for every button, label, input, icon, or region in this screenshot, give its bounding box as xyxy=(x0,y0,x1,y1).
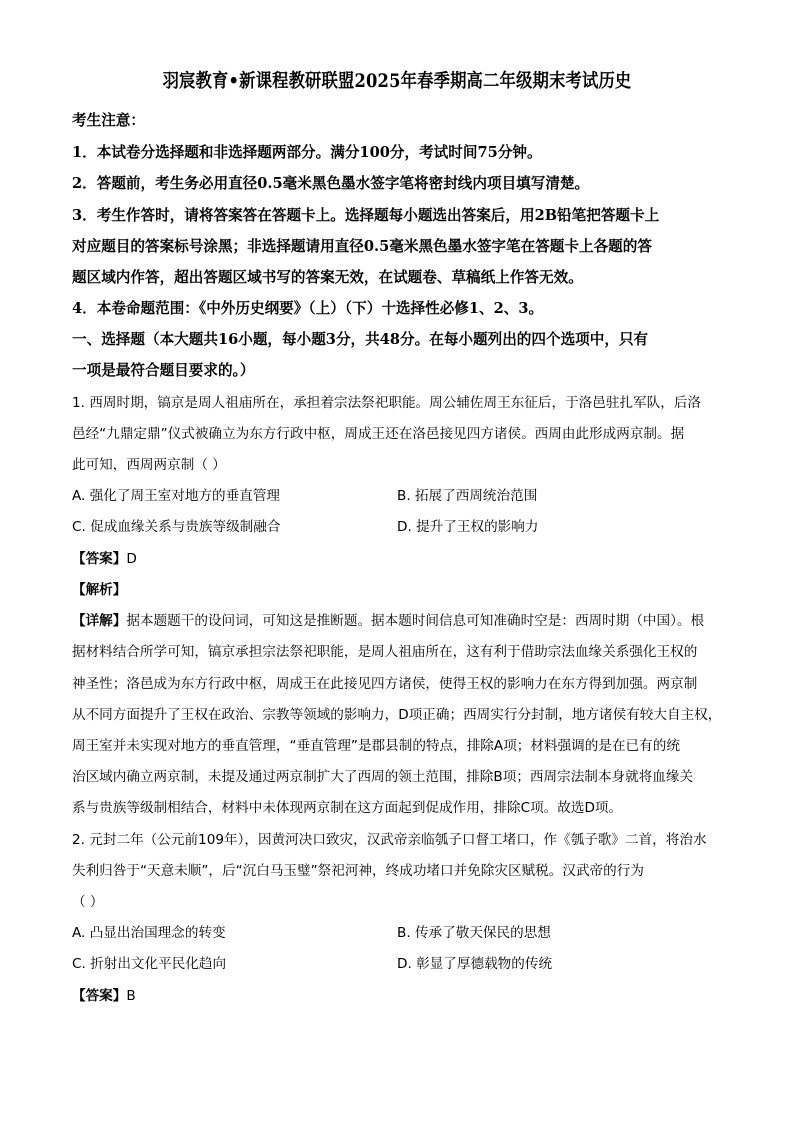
q2-stem-line-3: （ ） xyxy=(72,894,104,910)
q2-option-d: D. 彰显了厚德载物的传统 xyxy=(397,956,553,972)
q1-option-c: C. 促成血缘关系与贵族等级制融合 xyxy=(72,519,281,535)
answer-tag: 【答案】 xyxy=(72,551,127,567)
answer-value: D xyxy=(126,551,137,567)
q2-option-b: B. 传承了敬天保民的思想 xyxy=(397,925,551,941)
notice-item-3: 3．考生作答时，请将答案答在答题卡上。选择题每小题选出答案后，用2B铅笔把答题卡上 xyxy=(72,207,660,224)
q1-detail-line-5: 周王室并未实现对地方的垂直管理，“垂直管理”是郡县制的特点，排除A项；材料强调的是在已有的统 xyxy=(72,738,680,754)
notice-item-3-cont2: 题区域内作答，超出答题区域书写的答案无效，在试题卷、草稿纸上作答无效。 xyxy=(72,269,583,286)
notice-item-4: 4．本卷命题范围：《中外历史纲要》（上）（下）十选择性必修1、2、3。 xyxy=(72,300,544,317)
notice-item-1: 1．本试卷分选择题和非选择题两部分。满分100分，考试时间75分钟。 xyxy=(72,144,542,161)
section-heading-cont: 一项是最符合题目要求的。） xyxy=(72,362,255,379)
answer-value: B xyxy=(126,988,136,1004)
q1-stem-line-1: 1. 西周时期，镐京是周人祖庙所在，承担着宗法祭祀职能。周公辅佐周王东征后，于洛邑驻扎军队，后洛 xyxy=(72,395,702,411)
q1-stem-line-3: 此可知，西周两京制（ ） xyxy=(72,457,226,473)
q1-option-b: B. 拓展了西周统治范围 xyxy=(397,488,538,504)
q2-option-c: C. 折射出文化平民化趋向 xyxy=(72,956,227,972)
detail-text: 据本题题干的设问词，可知这是推断题。据本题时间信息可知准确时空是：西周时期（中国）。根 xyxy=(126,613,705,629)
q2-stem-line-1: 2. 元封二年（公元前109年），因黄河决口致灾，汉武帝亲临瓠子口督工堵口，作《瓠子歌》二首，将治水 xyxy=(72,832,707,848)
q1-detail-line-4: 从不同方面提升了王权在政治、宗教等领域的影响力，D项正确；西周实行分封制，地方诸侯有较大自主权， xyxy=(72,707,722,723)
notice-item-2: 2．答题前，考生务必用直径0.5毫米黑色墨水签字笔将密封线内项目填写清楚。 xyxy=(72,175,590,192)
analysis-tag: 【解析】 xyxy=(72,582,127,598)
q1-detail-line-3: 神圣性；洛邑成为东方行政中枢，周成王在此接见四方诸侯，使得王权的影响力在东方得到加强。两京制 xyxy=(72,676,698,692)
q1-detail-line-2: 据材料结合所学可知，镐京承担宗法祭祀职能，是周人祖庙所在，这有利于借助宗法血缘关系强化王权的 xyxy=(72,644,698,660)
q1-stem-line-2: 邑经“九鼎定鼎”仪式被确立为东方行政中枢，周成王还在洛邑接见四方诸侯。西周由此形成两京制。据 xyxy=(72,426,685,442)
q2-stem-line-2: 失利归咎于“天意未顺”，后“沉白马玉璧”祭祀河神，终成功堵口并免除灾区赋税。汉武帝的行为 xyxy=(72,863,644,879)
detail-tag: 【详解】 xyxy=(72,613,127,629)
q2-option-a: A. 凸显出治国理念的转变 xyxy=(72,925,226,941)
q1-analysis xyxy=(72,578,126,598)
section-heading: 一、选择题（本大题共16小题，每小题3分，共48分。在每小题列出的四个选项中，只有 xyxy=(72,331,649,348)
q2-answer xyxy=(72,984,136,1004)
q1-detail-line-6: 治区域内确立两京制，未提及通过两京制扩大了西周的领土范围，排除B项；西周宗法制本身就将血缘关 xyxy=(72,769,694,785)
q1-detail-line-7: 系与贵族等级制相结合，材料中未体现两京制在这方面起到促成作用，排除C项。故选D项。 xyxy=(72,800,623,816)
answer-tag: 【答案】 xyxy=(72,988,127,1004)
notice-item-3-cont: 对应题目的答案标号涂黑；非选择题请用直径0.5毫米黑色墨水签字笔在答题卡上各题的答 xyxy=(72,238,652,255)
notice-heading: 考生注意： xyxy=(72,112,145,129)
exam-title: 羽宸教育•新课程教研联盟2025年春季期高二年级期末考试历史 xyxy=(162,71,632,92)
q1-option-d: D. 提升了王权的影响力 xyxy=(397,519,539,535)
q1-option-a: A. 强化了周王室对地方的垂直管理 xyxy=(72,488,281,504)
q1-answer xyxy=(72,547,137,567)
q1-detail-line-1 xyxy=(72,609,704,629)
